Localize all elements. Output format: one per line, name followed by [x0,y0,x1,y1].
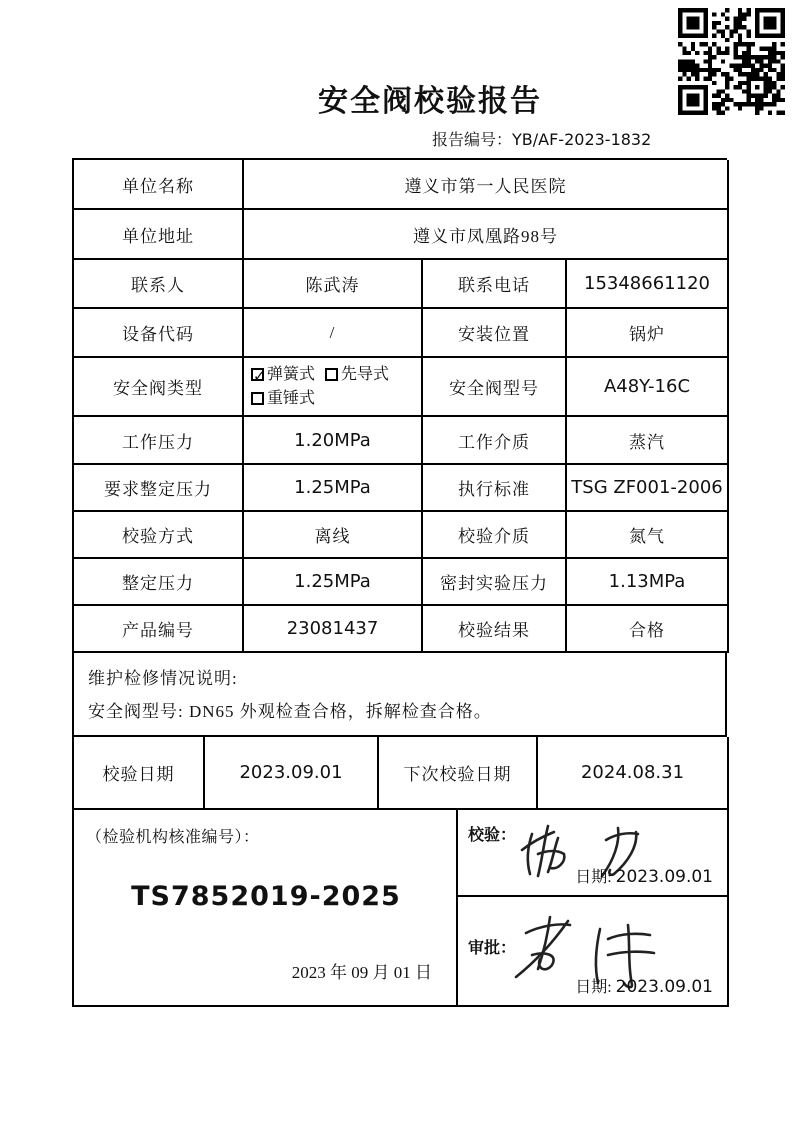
label-result: 校验结果 [423,606,567,653]
checkbox-line-2 [251,387,315,411]
checkbox-pilot [325,363,389,387]
unchecked-checkbox-icon [251,392,264,405]
value-calibration-medium: 氮气 [567,512,729,559]
label-unit-address: 单位地址 [74,210,244,260]
label-calibration-method: 校验方式 [74,512,244,559]
label-calibration-date: 校验日期 [74,737,205,810]
value-device-code: / [244,309,423,358]
verify-label: 校验： [468,827,517,844]
value-working-medium: 蒸汽 [567,417,729,465]
checkbox-spring-label: 弹簧式 [267,365,316,383]
approve-date: 日期: 2023.09.01 [575,977,713,997]
label-install-location: 安装位置 [423,309,567,358]
value-set-pressure: 1.25MPa [244,559,423,606]
report-table [72,158,727,1007]
label-working-pressure: 工作压力 [74,417,244,465]
value-working-pressure: 1.20MPa [244,417,423,465]
value-standard: TSG ZF001-2006 [567,465,729,512]
qr-code-icon [678,8,785,115]
valve-type-checkboxes [244,358,423,417]
value-calibration-method: 离线 [244,512,423,559]
value-calibration-date: 2023.09.01 [205,737,379,810]
label-contact-person: 联系人 [74,260,244,309]
value-valve-model: A48Y-16C [567,358,729,417]
label-seal-test-pressure: 密封实验压力 [423,559,567,606]
report-number-value: YB/AF-2023-1832 [512,130,652,149]
value-required-set-pressure: 1.25MPa [244,465,423,512]
checkbox-weight-label: 重锤式 [267,389,316,407]
label-device-code: 设备代码 [74,309,244,358]
org-date: 2023 年 09 月 01 日 [291,963,432,982]
approve-signature-cell [458,897,729,1007]
label-set-pressure: 整定压力 [74,559,244,606]
report-number-label: 报告编号： [432,132,513,149]
label-contact-phone: 联系电话 [423,260,567,309]
inspection-org-cell [74,810,458,1007]
verify-signature-cell [458,810,729,897]
maintenance-note-text: 安全阀型号: DN65 外观检查合格，拆解检查合格。 [88,702,492,721]
value-contact-person: 陈武涛 [244,260,423,309]
label-calibration-medium: 校验介质 [423,512,567,559]
page-title: 安全阀校验报告 [318,85,542,118]
value-seal-test-pressure: 1.13MPa [567,559,729,606]
value-product-no: 23081437 [244,606,423,653]
maintenance-note-title: 维护检修情况说明: [88,669,238,688]
checked-checkbox-icon: ✓ [253,367,266,385]
value-next-calibration-date: 2024.08.31 [538,737,729,810]
unchecked-checkbox-icon [325,368,338,381]
checkbox-pilot-label: 先导式 [341,365,390,383]
label-valve-type: 安全阀类型 [74,358,244,417]
label-product-no: 产品编号 [74,606,244,653]
approve-label: 审批： [468,940,517,957]
label-working-medium: 工作介质 [423,417,567,465]
checkbox-spring [251,363,315,387]
org-approval-label: （检验机构核准编号）： [86,829,260,846]
label-unit-name: 单位名称 [74,160,244,210]
label-standard: 执行标准 [423,465,567,512]
value-install-location: 锅炉 [567,309,729,358]
main-grid [74,160,727,653]
org-approval-code: TS7852019-2025 [131,881,401,912]
value-unit-name: 遵义市第一人民医院 [244,160,729,210]
signature-block [74,810,727,1007]
maintenance-note [74,653,727,737]
label-required-set-pressure: 要求整定压力 [74,465,244,512]
verify-date: 日期: 2023.09.01 [575,867,713,887]
report-number [432,127,651,150]
checkbox-line-1 [251,363,389,387]
dates-row [74,737,727,810]
value-unit-address: 遵义市凤凰路98号 [244,210,729,260]
label-next-calibration-date: 下次校验日期 [379,737,538,810]
label-valve-model: 安全阀型号 [423,358,567,417]
checkbox-weight [251,387,315,411]
value-result: 合格 [567,606,729,653]
value-contact-phone: 15348661120 [567,260,729,309]
